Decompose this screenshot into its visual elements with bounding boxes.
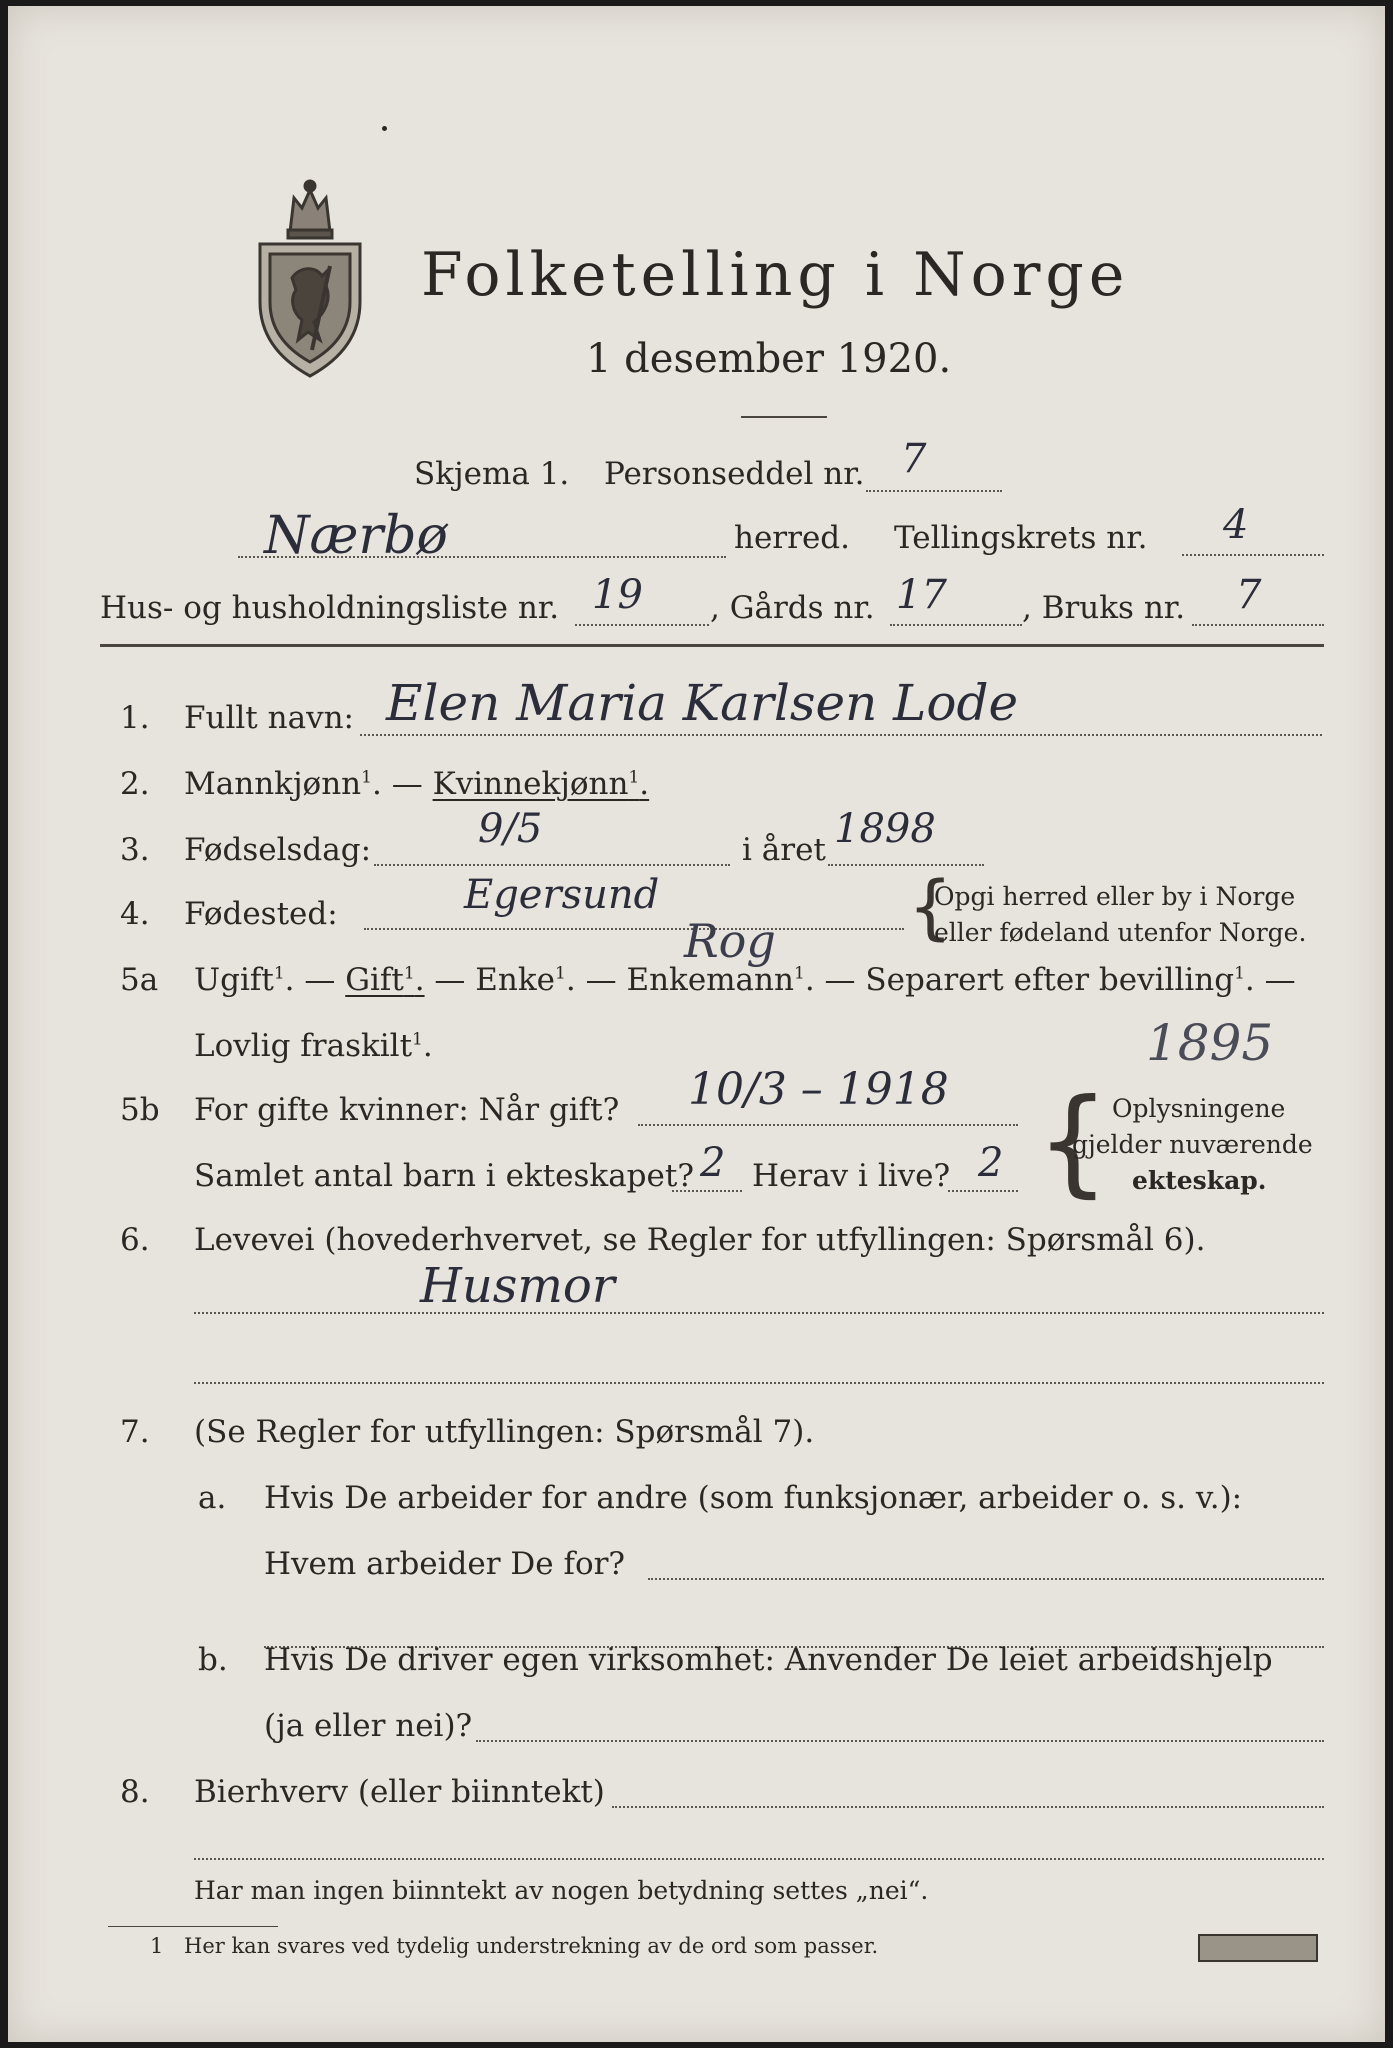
children-label: Samlet antal barn i ekteskapet? [194, 1158, 694, 1194]
footer-note: Har man ingen biinntekt av nogen betydning settes „nei“. [194, 1876, 929, 1905]
gift-option-selected[interactable]: Gift$^1$. [345, 962, 425, 998]
q7b-line [476, 1740, 1324, 1742]
hus-label: Hus- og husholdningsliste nr. [100, 590, 560, 626]
marital-options: Ugift$^1$. — Gift$^1$. — Enke$^1$. — Enkemann$^1$. — Separert efter bevilling$^1$. — [194, 962, 1296, 998]
hus-value[interactable]: 19 [592, 572, 643, 618]
title-divider [741, 416, 827, 418]
alive-label: Herav i live? [752, 1158, 951, 1194]
q5b-note-line2: gjelder nuværende [1072, 1130, 1313, 1159]
gards-label: , Gårds nr. [710, 590, 875, 626]
tellingskrets-value[interactable]: 4 [1223, 502, 1249, 548]
q5b-note-line1: Oplysningene [1112, 1094, 1286, 1123]
personseddel-label: Personseddel nr. [604, 456, 865, 492]
q4-note-line2: eller fødeland utenfor Norge. [934, 918, 1307, 947]
norwegian-coat-of-arms-icon [252, 174, 368, 380]
enkemann-option[interactable]: Enkemann$^1$. [626, 962, 815, 998]
q7a-letter: a. [198, 1480, 227, 1516]
q2-number: 2. [120, 766, 150, 802]
full-name-value[interactable]: Elen Maria Karlsen Lode [386, 674, 1019, 732]
q7-number: 7. [120, 1414, 150, 1450]
tellingskrets-line [1182, 554, 1324, 556]
gards-value[interactable]: 17 [896, 572, 947, 618]
personseddel-value[interactable]: 7 [901, 436, 927, 482]
q5b-label: For gifte kvinner: Når gift? [194, 1092, 620, 1128]
children-line [672, 1190, 742, 1192]
q7-label: (Se Regler for utfyllingen: Spørsmål 7). [194, 1414, 815, 1450]
q8-line2 [194, 1858, 1324, 1860]
hus-line [575, 624, 709, 626]
q6-number: 6. [120, 1222, 150, 1258]
fraskilt-option[interactable]: Lovlig fraskilt$^1$. [194, 1028, 433, 1064]
q1-line [360, 734, 1322, 736]
gards-line [890, 624, 1022, 626]
separert-option[interactable]: Separert efter bevilling$^1$. [865, 962, 1255, 998]
footnote-divider [108, 1926, 278, 1927]
tellingskrets-label: Tellingskrets nr. [894, 520, 1148, 556]
q5b-number: 5b [120, 1092, 160, 1128]
q7a-question: Hvem arbeider De for? [264, 1546, 626, 1582]
birth-year-value[interactable]: 1898 [834, 806, 936, 852]
printer-stamp [1198, 1934, 1318, 1962]
male-option[interactable]: Mannkjønn$^1$. [184, 766, 382, 802]
q4-label: Fødested: [184, 896, 338, 932]
q4-note-line1: Opgi herred eller by i Norge [934, 882, 1296, 911]
q4-line [364, 928, 904, 930]
birthplace-annotation: Rog [684, 914, 776, 968]
personseddel-line [866, 490, 1002, 492]
alive-line [948, 1190, 1018, 1192]
year-label: i året [742, 832, 826, 868]
q3-label: Fødselsdag: [184, 832, 372, 868]
form-title: Folketelling i Norge [421, 240, 1130, 310]
q6-line2 [194, 1382, 1324, 1384]
q1-label: Fullt navn: [184, 700, 354, 736]
bruks-value[interactable]: 7 [1236, 572, 1262, 618]
schema-label: Skjema 1. [414, 456, 570, 492]
q5b-note-line3: ekteskap. [1132, 1166, 1267, 1195]
q4-number: 4. [120, 896, 150, 932]
footnote-number: 1 [150, 1934, 164, 1958]
bruks-label: , Bruks nr. [1022, 590, 1186, 626]
q8-number: 8. [120, 1774, 150, 1810]
footnote-text: Her kan svares ved tydelig understrekning av de ord som passer. [184, 1934, 879, 1958]
herred-label: herred. [734, 520, 850, 556]
q6-label: Levevei (hovederhvervet, se Regler for utfyllingen: Spørsmål 6). [194, 1222, 1206, 1258]
ugift-option[interactable]: Ugift$^1$. [194, 962, 295, 998]
herred-value[interactable]: Nærbø [264, 506, 448, 566]
q6-line1 [194, 1312, 1324, 1314]
q8-line1 [612, 1806, 1324, 1808]
q5b-note-brace: { [1036, 1074, 1110, 1209]
gender-options: Mannkjønn$^1$. — Kvinnekjønn$^1$. [184, 766, 650, 802]
alive-value[interactable]: 2 [978, 1140, 1004, 1186]
birth-date-value[interactable]: 9/5 [478, 806, 543, 852]
form-date: 1 desember 1920. [586, 336, 952, 382]
q7b-question: (ja eller nei)? [264, 1708, 473, 1744]
q5b-line [638, 1124, 1018, 1126]
q7a-line1 [648, 1578, 1324, 1580]
birthplace-value[interactable]: Egersund [464, 872, 660, 918]
children-value[interactable]: 2 [700, 1140, 726, 1186]
occupation-value[interactable]: Husmor [420, 1258, 615, 1314]
q4-note-brace: { [908, 866, 953, 948]
q7b-text: Hvis De driver egen virksomhet: Anvender De leiet arbeidshjelp [264, 1642, 1273, 1678]
bruks-line [1192, 624, 1324, 626]
q3-number: 3. [120, 832, 150, 868]
enke-option[interactable]: Enke$^1$. [475, 962, 576, 998]
female-option-selected[interactable]: Kvinnekjønn$^1$. [432, 766, 650, 802]
marriage-date-value[interactable]: 10/3 – 1918 [688, 1064, 949, 1115]
q8-label: Bierhverv (eller biinntekt) [194, 1774, 605, 1810]
year-line [828, 864, 984, 866]
q1-number: 1. [120, 700, 150, 736]
q5a-number: 5a [120, 962, 159, 998]
census-form [8, 6, 1385, 2042]
ink-dot [382, 126, 387, 131]
header-divider [100, 644, 1324, 647]
marital-annotation: 1895 [1146, 1014, 1274, 1072]
q7a-text: Hvis De arbeider for andre (som funksjonær, arbeider o. s. v.): [264, 1480, 1243, 1516]
q7b-letter: b. [198, 1642, 228, 1678]
q3-line [374, 864, 730, 866]
